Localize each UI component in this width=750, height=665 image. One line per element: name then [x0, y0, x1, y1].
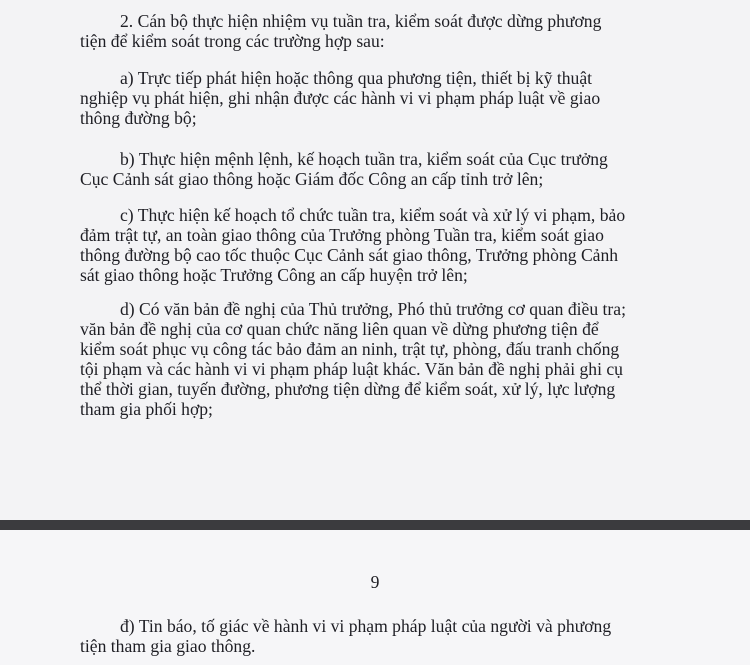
text-line: 2. Cán bộ thực hiện nhiệm vụ tuần tra, kiểm soát được dừng phương [120, 11, 602, 31]
text-line: văn bản đề nghị của cơ quan chức năng liên quan về dừng phương tiện để [80, 319, 599, 339]
paragraph-item-a [80, 68, 676, 128]
page-number: 9 [370, 572, 380, 592]
text-line: Cục Cảnh sát giao thông hoặc Giám đốc Công an cấp tỉnh trở lên; [80, 169, 544, 189]
text-line: sát giao thông hoặc Trưởng Công an cấp huyện trở lên; [80, 265, 468, 285]
text-line: tiện để kiểm soát trong các trường hợp sau: [80, 31, 385, 51]
text-line: b) Thực hiện mệnh lệnh, kế hoạch tuần tra, kiểm soát của Cục trưởng [120, 149, 608, 169]
text-line: kiểm soát phục vụ công tác bảo đảm an ninh, trật tự, phòng, đấu tranh chống [80, 339, 620, 359]
text-line: thể thời gian, tuyến đường, phương tiện dừng để kiểm soát, xử lý, lực lượng [80, 379, 616, 399]
page-divider [0, 520, 750, 530]
paragraph-item-b [80, 149, 676, 189]
text-line: thông đường bộ cao tốc thuộc Cục Cảnh sát giao thông, Trưởng phòng Cảnh [80, 245, 619, 265]
text-line: đảm trật tự, an toàn giao thông của Trưởng phòng Tuần tra, kiểm soát giao [80, 225, 604, 245]
text-line: thông đường bộ; [80, 108, 197, 128]
paragraph-item-dd [80, 616, 676, 656]
text-line: tội phạm và các hành vi vi phạm pháp luật khác. Văn bản đề nghị phải ghi cụ [80, 359, 623, 379]
text-line: c) Thực hiện kế hoạch tổ chức tuần tra, kiểm soát và xử lý vi phạm, bảo [120, 205, 626, 225]
text-line: a) Trực tiếp phát hiện hoặc thông qua phương tiện, thiết bị kỹ thuật [120, 68, 593, 88]
paragraph-item-d [80, 299, 676, 419]
text-line: đ) Tin báo, tố giác về hành vi vi phạm pháp luật của người và phương [120, 616, 612, 636]
text-line: nghiệp vụ phát hiện, ghi nhận được các hành vi vi phạm pháp luật về giao [80, 88, 601, 108]
text-line: d) Có văn bản đề nghị của Thủ trưởng, Phó thủ trưởng cơ quan điều tra; [120, 299, 626, 319]
text-line: tham gia phối hợp; [80, 399, 213, 419]
text-line: tiện tham gia giao thông. [80, 636, 256, 656]
paragraph-item-c [80, 205, 676, 285]
paragraph-intro [80, 11, 676, 51]
